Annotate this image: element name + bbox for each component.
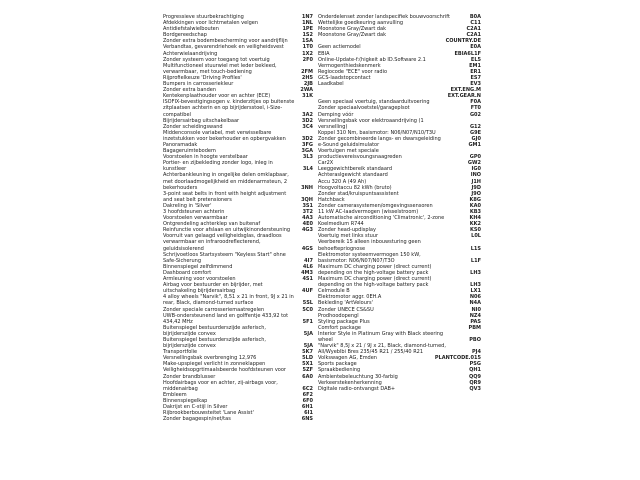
option-code: KS0 [470, 227, 481, 234]
option-code: N4A [469, 300, 481, 307]
option-code: 4GS [301, 245, 313, 252]
option-code: KH4 [469, 215, 481, 222]
option-code: ES7 [470, 74, 481, 81]
option-code: C2A1 [466, 32, 481, 39]
option-code: 3C4 [302, 123, 313, 130]
option-description: Transportfolie [163, 349, 198, 356]
option-description: Koelmedium R744 [318, 221, 364, 228]
option-row [318, 264, 481, 276]
option-code: J1H [471, 178, 481, 185]
option-code: QV3 [469, 385, 481, 392]
option-code: C11 [470, 20, 481, 27]
option-code: 1X2 [302, 50, 313, 57]
option-row [163, 337, 315, 349]
option-description: e-Sound geluidsimulator [318, 141, 380, 148]
option-description: Koppel 310 Nm, basismotor: N06/N07/N10/T3U [318, 129, 436, 136]
option-code: 1N7 [301, 14, 313, 20]
option-code: 5F1 [302, 318, 313, 325]
option-description: Demping vóór [318, 111, 354, 118]
option-description: Leeggewichtbereik standaard [318, 166, 393, 173]
option-description: Dakreling in 'Silver' [163, 202, 212, 209]
option-description: Ambientebeleuchtung 30-farbig [318, 373, 398, 380]
option-code: EBIA6L1F [454, 50, 481, 57]
option-code: J9D [471, 184, 481, 191]
option-code: L1S [470, 245, 481, 252]
option-description: Interior Style in Platinum Gray with Black steering wheel [318, 330, 444, 343]
option-code: 4A3 [302, 215, 313, 222]
option-code: COUNTRY.DE [445, 38, 481, 45]
option-description: Rijbrookberbouwsteitet 'Lane Assist' [163, 410, 254, 417]
option-code: EXT.GEAR.N [447, 93, 481, 100]
option-description: Maximum DC charging power (direct current) depending on the high-voltage battery pack [318, 276, 432, 289]
option-code: K8G [469, 196, 481, 203]
option-description: Antidiefstalwielbouten [163, 26, 219, 33]
option-code: GM1 [468, 141, 481, 148]
option-code: 6NS [301, 416, 313, 423]
option-description: Ontgrendeling achterklep van buitenaf [163, 221, 261, 228]
option-code: L1F [470, 257, 481, 264]
option-description: Zonder stad/kruispuntsassistent [318, 190, 399, 197]
option-description: Reinfunctie voor afslaan en uitwijkinondersteuning [163, 227, 291, 234]
option-row [318, 386, 481, 392]
option-description: Voorstoelen verwarmbaar [163, 215, 228, 222]
option-code: 3A2 [302, 111, 313, 118]
option-code: 6F0 [302, 397, 313, 404]
option-code: G9E [470, 129, 481, 136]
option-code: 4E0 [302, 221, 313, 228]
option-code: 5K7 [302, 349, 313, 356]
option-code: C2A1 [466, 26, 481, 33]
option-row [318, 118, 481, 130]
option-description: Spraakbediening [318, 367, 361, 374]
option-description: Onderdelenset zonder landspecifiek bouwvoorschrift [318, 14, 450, 20]
option-description: Bijrijdersairbag uitschakelbaar [163, 117, 240, 124]
options-document [163, 14, 481, 468]
option-description: Zonder UNECE CS&SU [318, 306, 374, 313]
option-code: LH3 [470, 269, 481, 276]
option-code: 2WA [300, 87, 313, 94]
option-description: Zonder speciale carrosseriemaatregelen [163, 306, 265, 313]
option-code: 3D2 [301, 117, 313, 124]
option-code: 5JA [303, 330, 313, 337]
option-description: Comfort package [318, 324, 361, 331]
option-code: L0L [471, 233, 481, 240]
option-description: Online-Update-f:(higkeit ab ID.Software 2.1 [318, 56, 426, 63]
option-code: PBO [469, 336, 481, 343]
option-code: 4L6 [302, 263, 313, 270]
option-code: 3NH [301, 184, 313, 191]
option-code: NZ4 [469, 312, 481, 319]
option-description: Accu 320 A (49 Ah) [318, 178, 367, 185]
option-description: Make-upspiegel verlicht in zonneklappen [163, 361, 266, 368]
option-code: PBM [468, 324, 481, 331]
option-code: 1NL [302, 20, 313, 27]
option-description: Dashboard comfort [163, 269, 212, 276]
option-code: 5C0 [302, 306, 313, 313]
option-code: 4UF [302, 288, 313, 295]
option-description: Elektromotor systeemvermogen 150 kW, basismotor: N06/N07/N07/T3O [318, 251, 421, 264]
option-description: Zonder head-updisplay [318, 227, 376, 234]
option-code: QH1 [469, 367, 481, 374]
option-description: Hatchback [318, 196, 345, 203]
option-code: PJ4 [471, 349, 481, 356]
option-row [163, 130, 315, 142]
option-code: 3L3 [302, 154, 313, 161]
option-description: Panoramadak [163, 141, 198, 148]
option-description: Achterbankleuning in ongelijke delen omklapbaar, met doorlaadmogelijkheid en middenarmsteun, 2 bekerhouders [163, 172, 289, 191]
option-description: Geen actiemodel [318, 44, 361, 51]
option-code: INO [470, 172, 481, 179]
option-description: Moonstone Gray/Zwart dak [318, 26, 387, 33]
option-description: Dakrijst en C-stijl in Silver [163, 404, 228, 410]
option-description: Zonder camerasystemen/omgevingssensoren [318, 202, 433, 209]
option-description: Binnenspiegel zelfdimmend [163, 263, 233, 270]
option-code: 1PE [302, 26, 313, 33]
option-description: Bagageruimtebodem [163, 148, 216, 155]
option-row [318, 276, 481, 288]
option-code: 4M3 [301, 269, 313, 276]
option-code: PLANTCODE.015 [434, 355, 481, 362]
option-row [318, 331, 481, 343]
option-description: Prodhoodopengl [318, 312, 359, 319]
option-description: Multifunctioneel stuurwiel met leder bekleed, verwarmbaar, met touch-bediening [163, 62, 277, 75]
option-row [163, 172, 315, 190]
option-description: Automatische airconditioning 'Climatronic', 2-zone [318, 215, 445, 222]
option-description: Schrijvoetloos Startsysteem "Keyless Start" ohne Safe-Sicherung [163, 251, 286, 264]
option-description: Buitenspiegel bestuurderszijde asferisch, bijrijderszijde convex [163, 324, 267, 337]
option-description: UWB-ondersteunend land en golffentje 433,92 tot 434,42 MHz [163, 312, 289, 325]
option-description: Voertuigen met speciale productievereisvoungsnaagreden [318, 148, 402, 161]
option-row [163, 233, 315, 251]
option-row [163, 380, 315, 392]
option-description: 3 hoofdsteunen achterin [163, 209, 225, 215]
option-code: ER1 [470, 68, 481, 75]
option-row [163, 191, 315, 203]
option-description: Zonder bagagespin/net/tas [163, 416, 231, 423]
option-code: 2F0 [302, 56, 313, 63]
option-code: FT0 [470, 105, 481, 112]
option-description: Elektromotor aggr. 0EH.A [318, 294, 382, 301]
option-code: 31K [302, 93, 313, 100]
option-code: 2H5 [301, 74, 313, 81]
option-code: NI0 [471, 306, 481, 313]
option-code: 4S1 [302, 276, 313, 283]
option-code: 3FG [302, 141, 313, 148]
option-description: Bumpers in carrosseriekleur [163, 81, 234, 88]
option-description: Volkswagen AG, Emden [318, 355, 377, 362]
option-description: Celmodule B [318, 288, 350, 295]
option-code: EXT.ENG.M [450, 87, 481, 94]
option-code: 3GA [301, 148, 313, 155]
option-description: Zonder extra banden [163, 87, 216, 94]
option-code: 5ZF [302, 367, 313, 374]
option-code: 6A0 [302, 373, 313, 380]
option-description: Armleuning voor voorstoelen [163, 276, 236, 283]
option-description: Zonder systeem voor toegang tot voertuig [163, 56, 270, 63]
option-code: GW2 [467, 160, 481, 167]
option-description: Progressieve stuurbekrachtiging [163, 14, 244, 20]
option-code: 3T2 [302, 209, 313, 215]
option-description: 11 kW AC-laadvermogen (wisselstroom) [318, 209, 419, 215]
option-description: Zonder brandblusser [163, 373, 216, 380]
option-code: 6C2 [302, 385, 313, 392]
option-description: Zonder extra bodembescherming voor aandrijflijn [163, 38, 288, 45]
option-description: Veerbereik 15 alleen inbouwsturing geen behoeftepriognose [318, 239, 421, 252]
option-description: Voorstoelen in hoogte verstelbaar [163, 154, 248, 161]
option-row [163, 416, 315, 422]
option-description: Hoogvoltaccu 82 kWh (bruto) [318, 184, 392, 191]
option-description: "Narvik" 8,5J x 21 / 9J x 21, Black, diamond-turned, All/Wyeblbi Bres 235/45 R21 / 255/40 R21 [318, 343, 446, 356]
option-code: EL5 [470, 56, 481, 63]
option-description: 4 alloy wheels "Narvik", 8,51 x 21 in front, 9J x 21 in rear, Black, diamond-turned surface [163, 294, 294, 307]
option-description: Airbag voor bestuurder en bijrijder, met uitschakeling bijrijdersairbag [163, 282, 263, 295]
option-code: 6I1 [304, 410, 313, 417]
option-description: Bekleding 'ArtVelours' [318, 300, 373, 307]
option-row [318, 148, 481, 160]
option-description: Wettelijke goedkeuring aanvulling [318, 20, 404, 27]
option-code: 2FM [301, 68, 313, 75]
option-row [163, 282, 315, 294]
option-code: J9O [471, 190, 481, 197]
option-code: 1SA [302, 38, 313, 45]
option-row [318, 343, 481, 355]
option-code: 6H1 [301, 404, 313, 410]
option-description: EBIA [318, 50, 330, 57]
options-column-left [163, 14, 315, 422]
option-code: IG0 [471, 166, 481, 173]
option-code: LX1 [470, 288, 481, 295]
option-row [318, 252, 481, 264]
option-description: Laadkabel [318, 81, 344, 88]
option-code: PAS [470, 318, 481, 325]
option-code: 1S2 [302, 32, 313, 39]
option-description: Sports package [318, 361, 357, 368]
option-row [163, 252, 315, 264]
option-description: Hoofdairbags voor en achter, zij-airbags voor, middenairbag [163, 379, 278, 392]
option-code: G12 [469, 123, 481, 130]
option-code: GJ0 [471, 135, 481, 142]
option-description: Bordgereedschap [163, 32, 207, 39]
option-description: Zonder speciaalvoetstel/garageplsot [318, 105, 410, 112]
option-description: Binnenspiegelkap [163, 397, 208, 404]
option-code: 5X1 [302, 361, 313, 368]
option-description: Veiligheidsopgrtimaalsbeerde hoofdsteunen voor [163, 367, 286, 374]
option-code: 4G3 [301, 227, 313, 234]
option-description: Verkeerstekenherkenning [318, 379, 382, 386]
option-description: Versnellingsbak overbrenging 12,976 [163, 355, 257, 362]
option-description: Afdekkingen voor lichtmetalen velgen [163, 20, 259, 27]
options-column-right [318, 14, 481, 392]
option-description: Verbandtas, gevarendriehoek en veiligheidsvest [163, 44, 284, 51]
option-code: 3QH [301, 196, 313, 203]
option-description: Achteraslgewicht standaard [318, 172, 388, 179]
option-code: 1T0 [302, 44, 313, 51]
option-description: Styling package Plus [318, 318, 370, 325]
option-code: EM1 [469, 62, 481, 69]
option-code: KK2 [469, 221, 481, 228]
option-description: Zonder scheidingswand [163, 123, 223, 130]
option-description: Voorruit van gelaagd veiligheidsglas, draadloos verwarmbaar en infraroodreflecterend, geluidsisolerend [163, 233, 282, 252]
option-row [318, 239, 481, 251]
option-code: KA0 [469, 202, 481, 209]
option-description: Buitenspiegel bestuurderszijde asferisch, bijrijderszijde convex [163, 336, 267, 350]
option-code: 5SL [302, 300, 313, 307]
option-description: Regiocode "ECE" voor radio [318, 68, 388, 75]
option-row [163, 99, 315, 117]
option-code: G02 [469, 111, 481, 118]
option-description: Versnellingsbak voor elektroaandrijving (1 versnelling) [318, 117, 424, 130]
option-code: 3L4 [302, 166, 313, 173]
option-description: Portier- en zijbekleding zonder logo, inleg in kunstleer [163, 160, 273, 173]
option-code: 6F2 [302, 391, 313, 398]
option-description: Achterwielaandrijving [163, 50, 218, 57]
option-code: 3D2 [301, 135, 313, 142]
option-code: EV3 [470, 81, 481, 88]
option-description: 3-point seat belts in front with height adjustment and seat belt pretensioners [163, 190, 287, 203]
option-description: Vermogenthiedskenmerk [318, 62, 381, 69]
option-description: Zonder gecombineerde langs- en dwarsgeleiding [318, 135, 441, 142]
option-description: Geen speciaal voertuig, standaarduitvoering [318, 99, 430, 106]
option-description: GCS-laadstopcontact [318, 74, 371, 81]
option-description: Middenconsole variabel, met verwisselbare inzetstukken voor bekerhouder en opbergvakken [163, 129, 286, 142]
option-description: ISOFIX-bevestigingsogen v. kinderzitjes op buitenste zitplaatsen achterin en op bijrijdersstoel, i-Size-compatibel [163, 99, 295, 118]
option-description: Rijprofielkeuze 'Driving Profiles' [163, 74, 242, 81]
option-row [163, 313, 315, 325]
option-code: 3S1 [302, 202, 313, 209]
option-description: Car2X [318, 160, 334, 167]
option-description: Maximum DC charging power (direct current) depending on the high-voltage battery pack [318, 263, 432, 276]
option-code: QR9 [469, 379, 481, 386]
option-code: N06 [469, 294, 481, 301]
option-code: F0A [470, 99, 481, 106]
option-code: 5JA [303, 343, 313, 350]
option-code: E0A [470, 44, 481, 51]
option-code: 4I7 [304, 257, 313, 264]
option-description: Voertuig met links stuur [318, 233, 378, 240]
option-code: GP0 [469, 154, 481, 161]
option-description: Embleem [163, 391, 187, 398]
option-row [163, 294, 315, 306]
option-description: Moonstone Gray/Zwart dak [318, 32, 387, 39]
option-code: PSG [469, 361, 481, 368]
option-description: Kentekenplaathouder voor en achter (ECE) [163, 93, 271, 100]
option-row [163, 63, 315, 75]
option-description: Digitale radio-ontvangst DAB+ [318, 385, 396, 392]
option-code: B0A [469, 14, 481, 20]
option-code: QQ9 [469, 373, 481, 380]
option-code: LH3 [470, 282, 481, 289]
option-code: 2JB [303, 81, 313, 88]
option-code: KB3 [469, 209, 481, 215]
option-code: 5LD [302, 355, 313, 362]
option-row [163, 160, 315, 172]
option-row [163, 325, 315, 337]
